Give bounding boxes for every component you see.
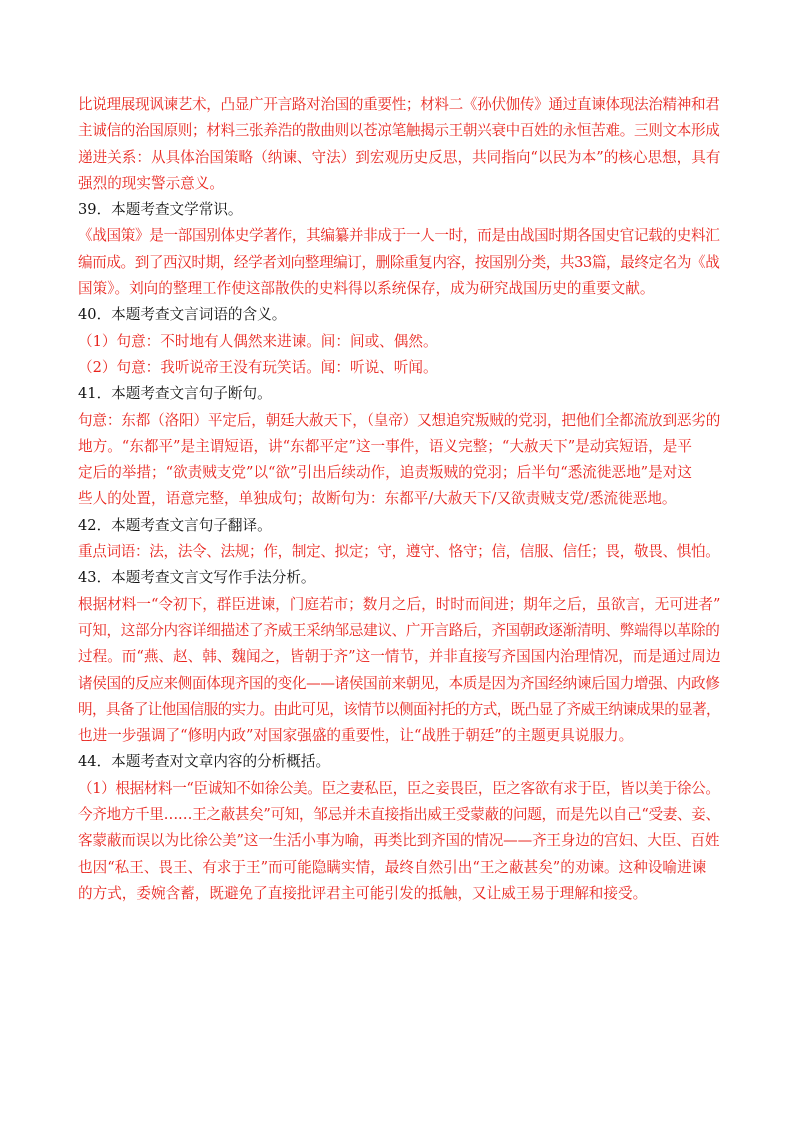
answer-line: 定后的举措；“欲责贼支党”以“欲”引出后续动作，追责叛贼的党羽；后半句“悉流徙恶地”是对这: [78, 464, 692, 482]
answer-line: 重点词语：法，法令、法规；作，制定、拟定；守，遵守、恪守；信，信服、信任；畏，敬畏、惧怕。: [78, 543, 720, 561]
answer-line: 国策》。刘向的整理工作使这部散佚的史料得以系统保存，成为研究战国历史的重要文献。: [78, 280, 655, 298]
question-heading: 42．本题考查文言句子翻译。: [78, 516, 272, 534]
answer-line: 明，具备了让他国信服的实力。由此可见，该情节以侧面衬托的方式，既凸显了齐威王纳谏成果的显著，: [78, 700, 721, 718]
answer-line: 地方。“东都平”是主谓短语，讲“东都平定”这一事件，语义完整；“大赦天下”是动宾短语，是平: [78, 437, 692, 455]
answer-line: 根据材料一“令初下，群臣进谏，门庭若市；数月之后，时时而间进；期年之后，虽欲言，无可进者”: [78, 595, 721, 613]
answer-line: 过程。而“燕、赵、韩、魏闻之，皆朝于齐”这一情节，并非直接写齐国国内治理情况，而是通过周边: [78, 648, 721, 666]
answer-line: 也进一步强调了“修明内政”对国家强盛的重要性，让“战胜于朝廷”的主题更具说服力。: [78, 727, 634, 745]
question-heading: 44．本题考查对文章内容的分析概括。: [78, 753, 331, 771]
answer-line: 今齐地方千里……王之蔽甚矣”可知，邹忌并未直接指出威王受蒙蔽的问题，而是先以自己“受妻、妾、: [78, 806, 720, 824]
answer-line: 编而成。到了西汉时期，经学者刘向整理编订，删除重复内容，按国别分类，共33篇，最终定名为《战: [78, 253, 720, 271]
answer-line: （1）句意：不时地有人偶然来进谏。间：间或、偶然。: [78, 332, 438, 350]
answer-line: 强烈的现实警示意义。: [78, 174, 224, 192]
answer-line: 些人的处置，语意完整，单独成句；故断句为：东都平/大赦天下/又欲责贼支党/悉流徙恶地。: [78, 490, 677, 508]
answer-line: 的方式，委婉含蓄，既避免了直接批评君主可能引发的抵触，又让威王易于理解和接受。: [78, 884, 648, 902]
question-heading: 41．本题考查文言句子断句。: [78, 385, 272, 403]
answer-line: 客蒙蔽而误以为比徐公美”这一生活小事为喻，再类比到齐国的情况——齐王身边的宫妇、大臣、百姓: [78, 832, 720, 850]
answer-line: （1）根据材料一“臣诚知不如徐公美。臣之妻私臣，臣之妾畏臣，臣之客欲有求于臣，皆以美于徐公。: [78, 779, 720, 797]
answer-line: （2）句意：我听说帝王没有玩笑话。闻：听说、听闻。: [78, 358, 438, 376]
answer-text-body: [78, 92, 722, 907]
question-heading: 39．本题考查文学常识。: [78, 201, 243, 219]
answer-line: 主诚信的治国原则；材料三张养浩的散曲则以苍凉笔触揭示王朝兴衰中百姓的永恒苦难。三则文本形成: [78, 122, 720, 140]
answer-line: 可知，这部分内容详细描述了齐威王采纳邹忌建议、广开言路后，齐国朝政逐渐清明、弊端得以革除的: [78, 621, 720, 639]
answer-line: 句意：东都（洛阳）平定后，朝廷大赦天下，（皇帝）又想追究叛贼的党羽，把他们全都流放到恶劣的: [78, 411, 721, 429]
answer-line: 也因“私王、畏王、有求于王”而可能隐瞒实情，最终自然引出“王之蔽甚矣”的劝谏。这种设喻进谏: [78, 858, 707, 876]
answer-line: 递进关系：从具体治国策略（纳谏、守法）到宏观历史反思，共同指向“以民为本”的核心思想，具有: [78, 148, 721, 166]
answer-line: 《战国策》是一部国别体史学著作，其编纂并非成于一人一时，而是由战国时期各国史官记载的史料汇: [78, 227, 720, 245]
question-heading: 43．本题考查文言文写作手法分析。: [78, 569, 316, 587]
question-heading: 40．本题考查文言词语的含义。: [78, 306, 287, 324]
answer-line: 比说理展现讽谏艺术，凸显广开言路对治国的重要性；材料二《孙伏伽传》通过直谏体现法治精神和君: [78, 96, 720, 113]
answer-line: 诸侯国的反应来侧面体现齐国的变化——诸侯国前来朝见，本质是因为齐国经纳谏后国力增强、内政修: [78, 674, 720, 692]
